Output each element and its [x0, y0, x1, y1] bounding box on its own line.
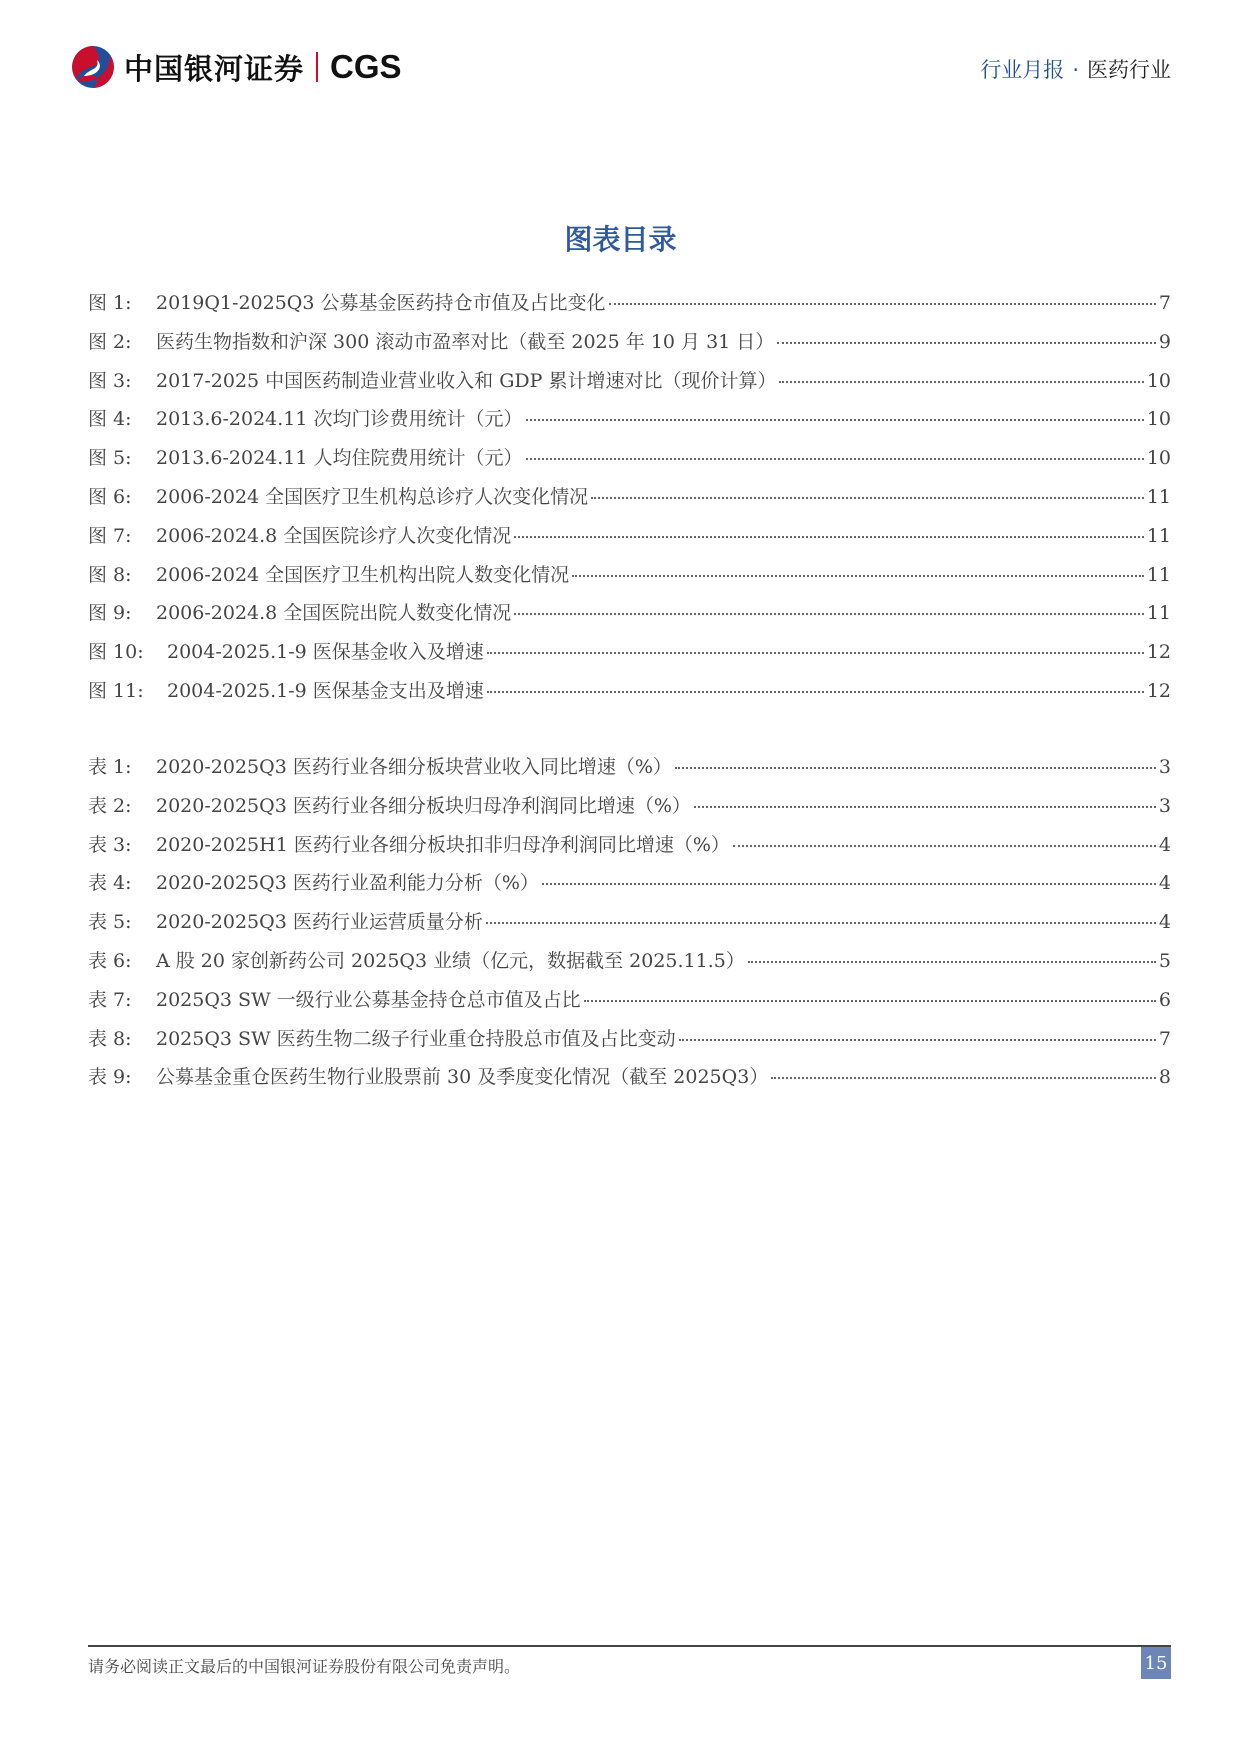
entry-title: 2025Q3 SW 一级行业公募基金持仓总市值及占比 — [156, 988, 581, 1011]
table-entry[interactable] — [88, 752, 1171, 791]
page-header — [70, 44, 1171, 94]
entry-page-number: 9 — [1158, 330, 1171, 353]
entry-page-number: 7 — [1158, 292, 1171, 314]
footer-divider — [88, 1645, 1171, 1647]
dot-leader — [514, 536, 1144, 538]
entry-page-number: 12 — [1146, 679, 1171, 702]
dot-leader — [609, 303, 1156, 305]
figure-entry[interactable] — [88, 288, 1171, 327]
entry-label: 图 7: — [88, 524, 132, 547]
entry-title: 2020-2025H1 医药行业各细分板块扣非归母净利润同比增速（%） — [156, 833, 730, 856]
disclaimer-text: 请务必阅读正文最后的中国银河证券股份有限公司免责声明。 — [88, 1657, 521, 1676]
entry-page-number: 12 — [1146, 641, 1171, 664]
entry-page-number: 10 — [1146, 408, 1171, 431]
figure-entry[interactable] — [88, 598, 1171, 637]
entry-page-number: 4 — [1158, 833, 1171, 856]
company-logo — [70, 44, 402, 90]
figure-entry[interactable] — [88, 443, 1171, 482]
entry-label: 图 9: — [88, 602, 132, 625]
entry-title: 2020-2025Q3 医药行业各细分板块归母净利润同比增速（%） — [156, 794, 691, 817]
entry-label: 图 11: — [88, 679, 144, 702]
dot-leader — [771, 1077, 1156, 1079]
entry-page-number: 4 — [1158, 872, 1171, 895]
entry-title: 医药生物指数和沪深 300 滚动市盈率对比（截至 2025 年 10 月 31 日） — [156, 330, 775, 353]
entry-title: 2013.6-2024.11 人均住院费用统计（元） — [156, 447, 523, 470]
entry-page-number: 10 — [1146, 447, 1171, 470]
entry-title: 2006-2024.8 全国医院出院人数变化情况 — [156, 602, 512, 625]
entry-label: 表 9: — [88, 1066, 132, 1089]
table-entry[interactable] — [88, 868, 1171, 907]
dot-leader — [591, 497, 1144, 499]
figure-entry[interactable] — [88, 327, 1171, 366]
entry-title: 公募基金重仓医药生物行业股票前 30 及季度变化情况（截至 2025Q3） — [156, 1066, 769, 1089]
entry-page-number: 11 — [1146, 563, 1171, 586]
dot-leader — [572, 575, 1144, 577]
entry-page-number: 11 — [1146, 485, 1171, 508]
table-entry[interactable] — [88, 946, 1171, 985]
table-list — [88, 752, 1171, 1101]
entry-label: 表 3: — [88, 833, 132, 856]
entry-title: A 股 20 家创新药公司 2025Q3 业绩（亿元，数据截至 2025.11.5） — [156, 949, 745, 972]
dot-leader — [679, 1039, 1156, 1041]
entry-label: 图 2: — [88, 330, 132, 353]
entry-page-number: 11 — [1146, 602, 1171, 625]
entry-label: 表 5: — [88, 911, 132, 934]
entry-title: 2019Q1-2025Q3 公募基金医药持仓市值及占比变化 — [156, 292, 606, 314]
entry-page-number: 7 — [1158, 1027, 1171, 1050]
entry-title: 2006-2024 全国医疗卫生机构出院人数变化情况 — [156, 563, 570, 586]
table-entry[interactable] — [88, 907, 1171, 946]
entry-label: 图 4: — [88, 408, 132, 431]
entry-label: 图 5: — [88, 447, 132, 470]
entry-page-number: 4 — [1158, 911, 1171, 934]
entry-title: 2004-2025.1-9 医保基金收入及增速 — [167, 641, 484, 664]
figure-entry[interactable] — [88, 482, 1171, 521]
dot-leader — [777, 342, 1156, 344]
dot-leader — [487, 652, 1144, 654]
dot-leader — [542, 883, 1156, 885]
dot-leader — [779, 381, 1143, 383]
dot-leader — [486, 922, 1156, 924]
entry-label: 图 6: — [88, 485, 132, 508]
industry-name: 医药行业 — [1087, 58, 1171, 82]
table-entry[interactable] — [88, 830, 1171, 869]
entry-page-number: 3 — [1158, 756, 1171, 778]
entry-title: 2020-2025Q3 医药行业盈利能力分析（%） — [156, 872, 539, 895]
cgs-logo-icon — [70, 44, 116, 90]
entry-title: 2006-2024 全国医疗卫生机构总诊疗人次变化情况 — [156, 485, 589, 508]
logo-divider — [316, 52, 318, 82]
entry-label: 表 1: — [88, 756, 132, 778]
entry-page-number: 10 — [1146, 369, 1171, 392]
table-entry[interactable] — [88, 1062, 1171, 1101]
entry-label: 表 6: — [88, 949, 132, 972]
table-entry[interactable] — [88, 791, 1171, 830]
entry-title: 2020-2025Q3 医药行业各细分板块营业收入同比增速（%） — [156, 756, 672, 778]
entry-label: 表 4: — [88, 872, 132, 895]
figure-entry[interactable] — [88, 366, 1171, 405]
entry-page-number: 6 — [1158, 988, 1171, 1011]
dot-leader — [694, 806, 1156, 808]
dot-leader — [526, 458, 1144, 460]
dot-leader — [748, 961, 1156, 963]
report-category — [980, 54, 1171, 84]
figure-entry[interactable] — [88, 560, 1171, 599]
logo-english-name: CGS — [330, 48, 402, 85]
dot-leader — [675, 767, 1156, 769]
dot-leader — [526, 419, 1144, 421]
table-entry[interactable] — [88, 985, 1171, 1024]
dot-leader — [584, 1000, 1156, 1002]
entry-label: 图 8: — [88, 563, 132, 586]
entry-title: 2004-2025.1-9 医保基金支出及增速 — [167, 679, 484, 702]
dot-leader — [487, 691, 1144, 693]
entry-label: 图 3: — [88, 369, 132, 392]
logo-chinese-name: 中国银河证券 — [124, 51, 305, 86]
entry-title: 2017-2025 中国医药制造业营业收入和 GDP 累计增速对比（现价计算） — [156, 369, 777, 392]
dot-leader — [733, 845, 1156, 847]
entry-title: 2013.6-2024.11 次均门诊费用统计（元） — [156, 408, 523, 431]
dot-leader — [514, 613, 1144, 615]
figure-entry[interactable] — [88, 404, 1171, 443]
entry-label: 表 7: — [88, 988, 132, 1011]
entry-page-number: 8 — [1158, 1066, 1171, 1089]
separator: · — [1072, 58, 1079, 82]
figure-entry[interactable] — [88, 637, 1171, 676]
figure-entry[interactable] — [88, 521, 1171, 560]
report-type: 行业月报 — [980, 58, 1065, 82]
entry-label: 图 10: — [88, 641, 144, 664]
page-number: 15 — [1141, 1647, 1171, 1679]
entry-page-number: 3 — [1158, 794, 1171, 817]
figure-entry[interactable] — [88, 676, 1171, 715]
entry-label: 表 8: — [88, 1027, 132, 1050]
table-entry[interactable] — [88, 1024, 1171, 1063]
entry-title: 2006-2024.8 全国医院诊疗人次变化情况 — [156, 524, 512, 547]
entry-page-number: 11 — [1146, 524, 1171, 547]
entry-label: 图 1: — [88, 292, 132, 314]
entry-title: 2025Q3 SW 医药生物二级子行业重仓持股总市值及占比变动 — [156, 1027, 676, 1050]
page-title: 图表目录 — [564, 223, 677, 256]
entry-label: 表 2: — [88, 794, 132, 817]
entry-page-number: 5 — [1158, 949, 1171, 972]
entry-title: 2020-2025Q3 医药行业运营质量分析 — [156, 911, 483, 934]
figure-list — [88, 288, 1171, 715]
